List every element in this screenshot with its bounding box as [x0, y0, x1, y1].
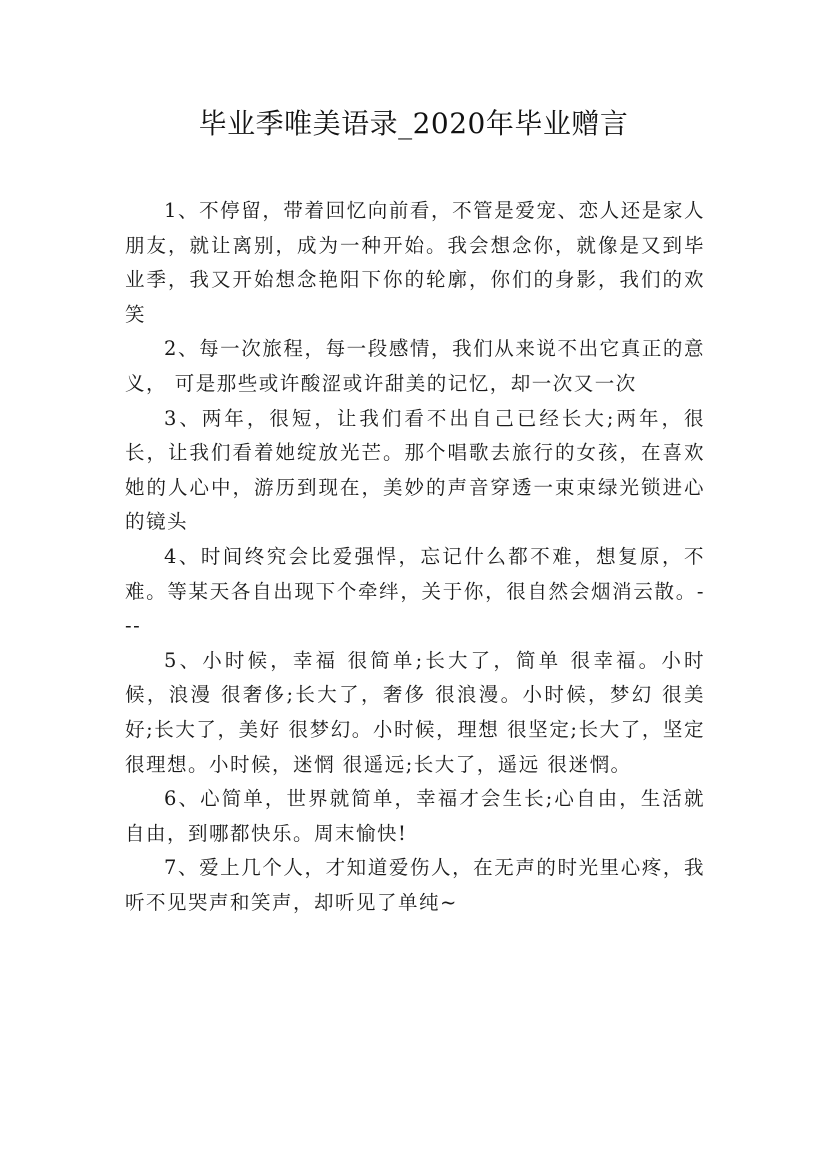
- paragraph-1: 1、不停留，带着回忆向前看，不管是爱宠、恋人还是家人朋友，就让离别，成为一种开始。我会想念你，就像是又到毕业季，我又开始想念艳阳下你的轮廓，你们的身影，我们的欢笑: [125, 199, 705, 326]
- paragraph-4: 4、时间终究会比爱强悍，忘记什么都不难，想复原，不难。等某天各自出现下个牵绊，关于你，很自然会烟消云散。---: [125, 544, 705, 638]
- document-body: [125, 194, 705, 920]
- paragraph-3: 3、两年，很短，让我们看不出自己已经长大;两年，很长，让我们看着她绽放光芒。那个唱歌去旅行的女孩，在喜欢她的人心中，游历到现在，美妙的声音穿透一束束绿光锁进心的镜头: [125, 406, 705, 534]
- paragraph-7: 7、爱上几个人，才知道爱伤人，在无声的时光里心疼，我听不见哭声和笑声，却听见了单纯~: [125, 856, 705, 914]
- paragraph-6: 6、心简单，世界就简单，幸福才会生长;心自由，生活就自由，到哪都快乐。周末愉快!: [125, 787, 705, 845]
- paragraph-5: 5、小时候，幸福 很简单;长大了，简单 很幸福。小时候，浪漫 很奢侈;长大了，奢侈 很浪漫。小时候，梦幻 很美好;长大了，美好 很梦幻。小时候，理想 很坚定;长大了，坚定 很理想。小时候，迷惘 很遥远;长大了，遥远 很迷惘。: [125, 648, 705, 776]
- document-title: 毕业季唯美语录_2020年毕业赠言: [198, 107, 629, 140]
- paragraph-2: 2、每一次旅程，每一段感情，我们从来说不出它真正的意义， 可是那些或许酸涩或许甜美的记忆，却一次又一次: [125, 337, 705, 395]
